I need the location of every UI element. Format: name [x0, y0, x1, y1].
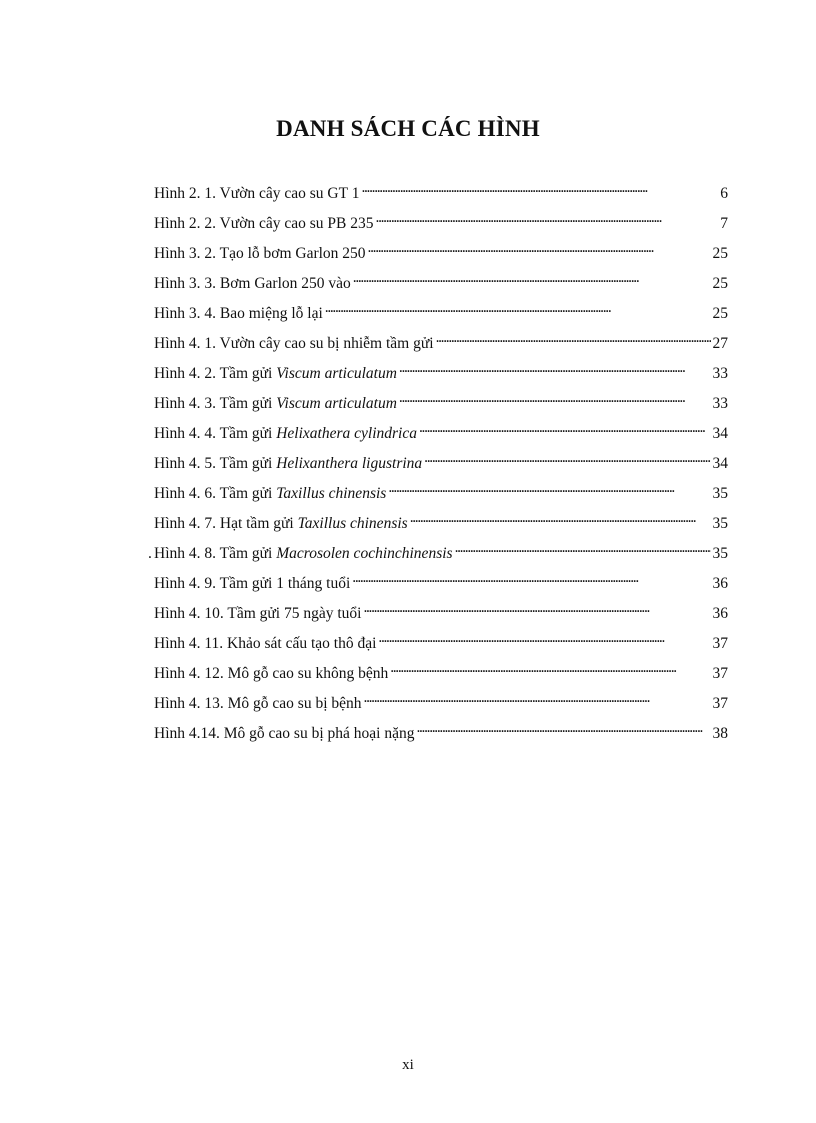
species-name: Taxillus chinensis	[276, 485, 387, 502]
figure-list-item[interactable]	[154, 718, 728, 748]
figure-page-number: 35	[712, 515, 728, 532]
figure-list-item[interactable]	[154, 478, 728, 508]
figure-list-item[interactable]	[154, 268, 728, 298]
figure-caption-text: Hình 4.14. Mô gỗ cao su bị phá hoại nặng	[154, 725, 415, 742]
figure-caption	[148, 544, 453, 564]
figure-caption	[154, 604, 361, 624]
figure-page-number: 35	[712, 485, 728, 502]
figure-caption-text: Hình 4. 9. Tầm gửi 1 tháng tuổi	[154, 575, 351, 592]
figure-list-item[interactable]	[154, 418, 728, 448]
figure-list-item[interactable]	[154, 628, 728, 658]
figure-caption	[154, 634, 376, 654]
page-number: xi	[402, 1057, 414, 1073]
figure-page-number: 36	[712, 575, 728, 592]
figure-caption	[154, 694, 362, 714]
species-name: Helixathera cylindrica	[276, 425, 417, 442]
species-name: Helixanthera ligustrina	[276, 455, 423, 472]
dot-leader	[399, 358, 711, 378]
figure-list-item[interactable]	[154, 658, 728, 688]
dot-leader	[361, 178, 718, 198]
species-name: Taxillus chinensis	[297, 515, 408, 532]
species-name: Viscum articulatum	[276, 395, 397, 412]
dot-leader	[364, 688, 711, 708]
dot-leader	[390, 658, 710, 678]
figure-page-number: 7	[720, 215, 728, 232]
species-name: Macrosolen cochinchinensis	[276, 545, 453, 562]
figure-list-item[interactable]	[154, 358, 728, 388]
figure-caption-text: Hình 3. 4. Bao miệng lỗ lại	[154, 305, 323, 322]
figure-list-item[interactable]	[154, 568, 728, 598]
figure-caption-text: Hình 4. 6. Tầm gửi	[154, 485, 277, 502]
figure-caption-text: Hình 2. 2. Vườn cây cao su PB 235	[154, 215, 374, 232]
figure-caption	[154, 454, 422, 474]
figure-caption	[154, 394, 397, 414]
figure-caption	[154, 664, 388, 684]
species-name: Viscum articulatum	[276, 365, 397, 382]
dot-leader	[325, 298, 711, 318]
figure-caption-text: Hình 3. 2. Tạo lỗ bơm Garlon 250	[154, 245, 366, 262]
stray-dot: .	[148, 545, 152, 562]
figure-caption	[154, 244, 366, 264]
figure-page-number: 36	[712, 605, 728, 622]
figure-page-number: 34	[712, 425, 728, 442]
figure-list-item[interactable]	[154, 598, 728, 628]
figure-caption	[154, 424, 417, 444]
figure-caption-text: Hình 2. 1. Vườn cây cao su GT 1	[154, 185, 360, 202]
figure-caption	[154, 364, 397, 384]
figure-caption-text: Hình 4. 4. Tầm gửi	[154, 425, 277, 442]
figure-page-number: 25	[712, 305, 728, 322]
figure-page-number: 35	[712, 545, 728, 562]
figure-page-number: 27	[712, 335, 728, 352]
dot-leader	[419, 418, 711, 438]
figure-list	[148, 178, 728, 748]
dot-leader	[388, 478, 710, 498]
figure-list-item[interactable]	[154, 508, 728, 538]
page-title: DANH SÁCH CÁC HÌNH	[276, 116, 540, 141]
figure-page-number: 37	[712, 635, 728, 652]
figure-list-item[interactable]	[154, 208, 728, 238]
figure-list-item[interactable]	[154, 298, 728, 328]
figure-page-number: 25	[712, 275, 728, 292]
figure-caption	[154, 274, 351, 294]
figure-list-item[interactable]	[154, 388, 728, 418]
figure-page-number: 33	[712, 395, 728, 412]
figure-caption	[154, 334, 434, 354]
dot-leader	[363, 598, 710, 618]
figure-caption-text: Hình 3. 3. Bơm Garlon 250 vào	[154, 275, 351, 292]
figure-list-item[interactable]	[154, 328, 728, 358]
dot-leader	[455, 538, 711, 558]
figure-caption-text: Hình 4. 5. Tầm gửi	[154, 455, 277, 472]
figure-list-item[interactable]	[154, 178, 728, 208]
figure-list-item[interactable]	[154, 238, 728, 268]
figure-caption	[154, 724, 414, 744]
dot-leader	[353, 268, 711, 288]
figure-caption-text: Hình 4. 11. Khảo sát cấu tạo thô đại	[154, 635, 377, 652]
figure-page-number: 37	[712, 695, 728, 712]
figure-page-number: 6	[720, 185, 728, 202]
dot-leader	[416, 718, 710, 738]
figure-page-number: 25	[712, 245, 728, 262]
figure-caption-text: Hình 4. 2. Tầm gửi	[154, 365, 277, 382]
dot-leader	[399, 388, 711, 408]
dot-leader	[410, 508, 711, 528]
figure-list-item[interactable]	[154, 688, 728, 718]
figure-caption-text: Hình 4. 8. Tầm gửi	[154, 545, 277, 562]
figure-page-number: 34	[712, 455, 728, 472]
figure-caption	[154, 184, 359, 204]
figure-caption-text: Hình 4. 13. Mô gỗ cao su bị bệnh	[154, 695, 362, 712]
figure-page-number: 38	[712, 725, 728, 742]
figure-page-number: 37	[712, 665, 728, 682]
figure-caption	[154, 574, 350, 594]
figure-page-number: 33	[712, 365, 728, 382]
figure-list-item[interactable]	[148, 538, 728, 568]
figure-caption	[154, 484, 386, 504]
figure-caption	[154, 514, 408, 534]
figure-caption	[154, 304, 323, 324]
dot-leader	[378, 628, 710, 648]
figure-caption-text: Hình 4. 12. Mô gỗ cao su không bệnh	[154, 665, 389, 682]
figure-caption-text: Hình 4. 7. Hạt tầm gửi	[154, 515, 298, 532]
dot-leader	[424, 448, 710, 468]
dot-leader	[376, 208, 719, 228]
figure-list-item[interactable]	[154, 448, 728, 478]
dot-leader	[436, 328, 711, 348]
figure-caption-text: Hình 4. 3. Tầm gửi	[154, 395, 277, 412]
figure-caption-text: Hình 4. 10. Tầm gửi 75 ngày tuổi	[154, 605, 362, 622]
figure-caption-text: Hình 4. 1. Vườn cây cao su bị nhiễm tầm gửi	[154, 335, 434, 352]
dot-leader	[368, 238, 711, 258]
dot-leader	[352, 568, 710, 588]
figure-caption	[154, 214, 374, 234]
